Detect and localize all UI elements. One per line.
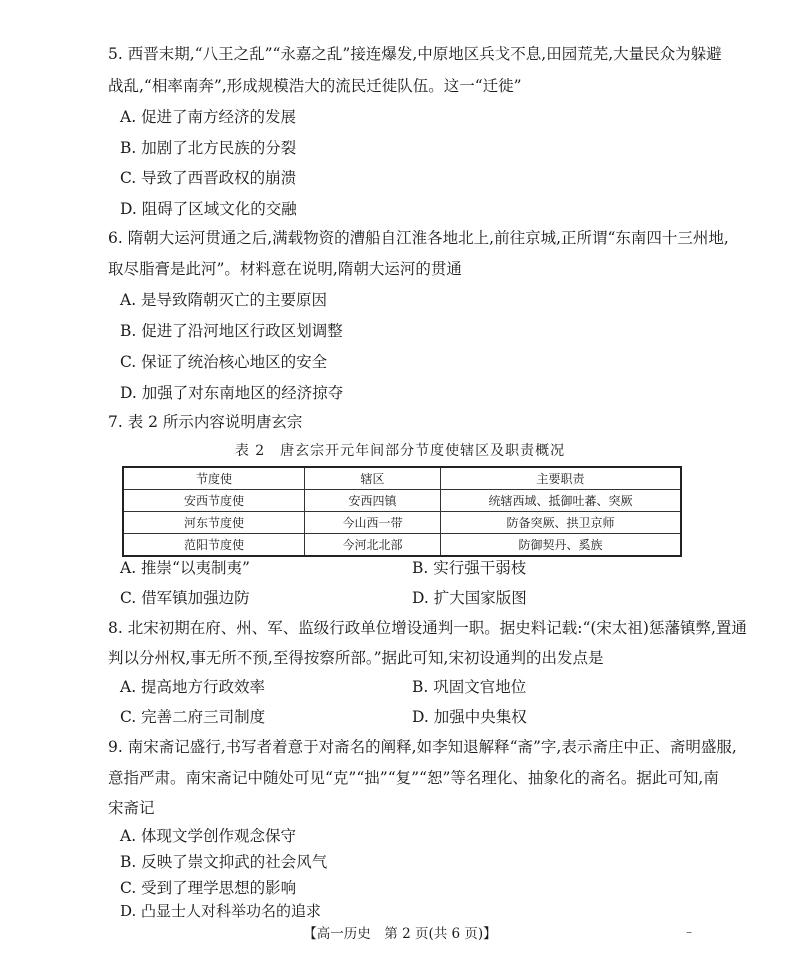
q5-stem-line1: 5. 西晋末期,“八王之乱”“永嘉之乱”接连爆发,中原地区兵戈不息,田园荒芜,大量民众为躲避 xyxy=(108,45,722,63)
q8-stem-line1: 8. 北宋初期在府、州、军、监级行政单位增设通判一职。据史料记载:“(宋太祖)惩藩镇弊,置通 xyxy=(108,619,747,637)
table-row xyxy=(123,534,681,557)
q5-option-c: C. 导致了西晋政权的崩溃 xyxy=(120,169,297,187)
q6-option-a: A. 是导致隋朝灭亡的主要原因 xyxy=(120,291,328,309)
q9-option-c: C. 受到了理学思想的影响 xyxy=(120,879,297,897)
q8-option-c: C. 完善二府三司制度 xyxy=(120,708,266,726)
table-cell: 安西节度使 xyxy=(123,490,305,512)
q7-option-d: D. 扩大国家版图 xyxy=(412,589,527,607)
jiedushi-table xyxy=(122,466,682,557)
q7-stem: 7. 表 2 所示内容说明唐玄宗 xyxy=(108,413,303,431)
q7-option-b: B. 实行强干弱枝 xyxy=(412,559,527,577)
q7-option-c: C. 借军镇加强边防 xyxy=(120,589,250,607)
q6-option-b: B. 促进了沿河地区行政区划调整 xyxy=(120,322,343,340)
q8-option-d: D. 加强中央集权 xyxy=(412,708,527,726)
q8-option-b: B. 巩固文官地位 xyxy=(412,678,527,696)
q6-stem-line2: 取尽脂膏是此河”。材料意在说明,隋朝大运河的贯通 xyxy=(108,260,462,278)
q9-stem-line1: 9. 南宋斋记盛行,书写者着意于对斋名的阐释,如李知退解释“斋”字,表示斋庄中正、斋明盛服, xyxy=(108,738,737,756)
q6-option-d: D. 加强了对东南地区的经济掠夺 xyxy=(120,384,344,402)
table-cell: 安西四镇 xyxy=(305,490,441,512)
q9-stem-line3: 宋斋记 xyxy=(108,799,155,817)
q9-option-a: A. 体现文学创作观念保守 xyxy=(120,827,297,845)
table-cell: 今山西一带 xyxy=(305,512,441,534)
q5-option-b: B. 加剧了北方民族的分裂 xyxy=(120,139,297,157)
q8-stem-line2: 判以分州权,事无所不预,至得按察所部。”据此可知,宋初设通判的出发点是 xyxy=(108,649,604,667)
table-row xyxy=(123,512,681,534)
q7-option-a: A. 推崇“以夷制夷” xyxy=(120,559,250,577)
q9-option-d: D. 凸显士人对科举功名的追求 xyxy=(120,902,322,920)
table-cell: 河东节度使 xyxy=(123,512,305,534)
q6-stem-line1: 6. 隋朝大运河贯通之后,满载物资的漕船自江淮各地北上,前往京城,正所谓“东南四十三州地, xyxy=(108,229,729,247)
table-cell: 范阳节度使 xyxy=(123,534,305,557)
table-cell: 防御契丹、奚族 xyxy=(441,534,682,557)
table-header-cell: 辖区 xyxy=(305,467,441,490)
q8-option-a: A. 提高地方行政效率 xyxy=(120,678,266,696)
table-row xyxy=(123,490,681,512)
table-header-cell: 主要职责 xyxy=(441,467,682,490)
q5-option-a: A. 促进了南方经济的发展 xyxy=(120,108,297,126)
q6-option-c: C. 保证了统治核心地区的安全 xyxy=(120,353,328,371)
table-cell: 今河北北部 xyxy=(305,534,441,557)
table-cell: 统辖西域、抵御吐蕃、突厥 xyxy=(441,490,682,512)
page-footer: 【高一历史 第 2 页(共 6 页)】 xyxy=(303,926,497,942)
table-caption: 表 2 唐玄宗开元年间部分节度使辖区及职责概况 xyxy=(234,443,566,459)
table-cell: 防备突厥、拱卫京师 xyxy=(441,512,682,534)
q9-option-b: B. 反映了崇文抑武的社会风气 xyxy=(120,853,328,871)
corner-mark: – xyxy=(686,925,692,939)
q5-option-d: D. 阻碍了区域文化的交融 xyxy=(120,200,297,218)
q9-stem-line2: 意指严肃。南宋斋记中随处可见“克”“拙”“复”“恕”等名理化、抽象化的斋名。据此可知,南 xyxy=(108,769,719,787)
table-header-row xyxy=(123,467,681,490)
table-header-cell: 节度使 xyxy=(123,467,305,490)
q5-stem-line2: 战乱,“相率南奔”,形成规模浩大的流民迁徙队伍。这一“迁徙” xyxy=(108,77,522,95)
